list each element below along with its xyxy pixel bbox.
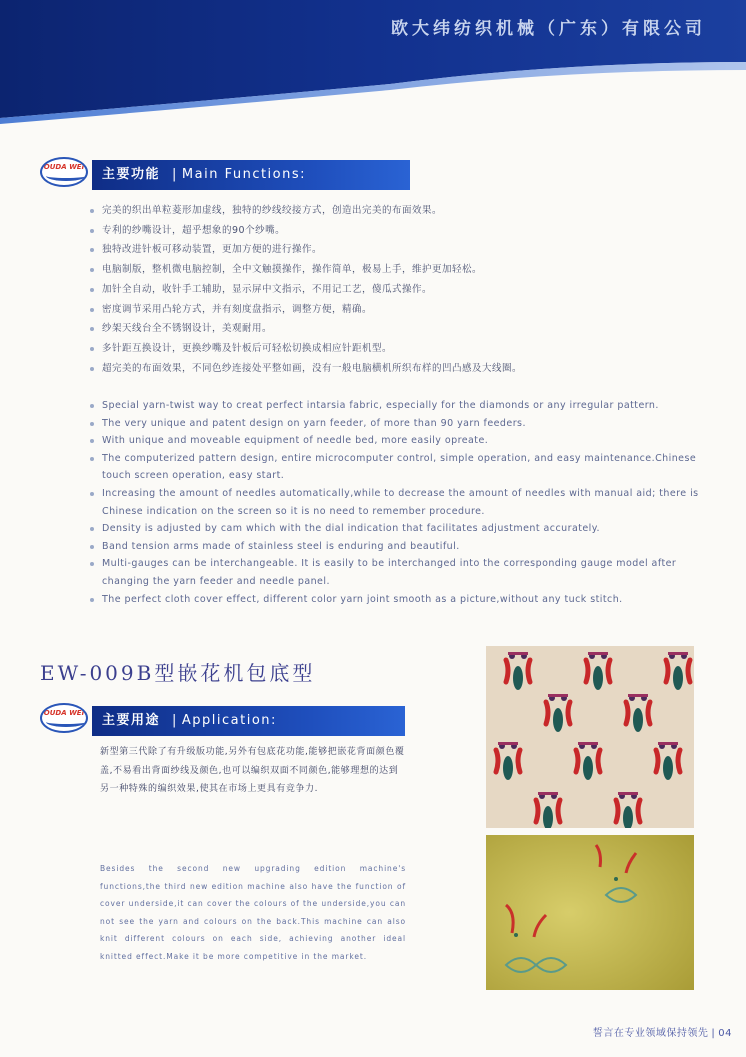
list-item: 完美的织出单粒菱形加虚线，独特的纱线绞接方式，创造出完美的布面效果。	[88, 201, 688, 221]
list-item: 独特改进针板可移动装置，更加方便的进行操作。	[88, 240, 688, 260]
main-functions-list-cn	[88, 201, 688, 378]
list-item: 超完美的布面效果，不同色纱连接处平整如画，没有一般电脑横机所织布样的凹凸感及大线圈。	[88, 359, 688, 379]
list-item: 加针全自动，收针手工辅助，显示屏中文指示，不用记工艺，傻瓜式操作。	[88, 280, 688, 300]
fabric-sample-back-image	[486, 835, 694, 990]
fabric-sample-front-image	[486, 646, 694, 828]
main-functions-title-en: Main Functions:	[181, 167, 307, 182]
brand-logo	[40, 157, 88, 187]
model-title: EW-009B型嵌花机包底型	[40, 661, 316, 685]
list-item: The perfect cloth cover effect, different color yarn joint smooth as a picture,without any tuck stitch.	[88, 591, 708, 609]
main-functions-list-en	[88, 397, 708, 608]
main-functions-heading	[40, 160, 410, 190]
main-functions-title-bar	[92, 160, 410, 190]
application-title-en: Application:	[181, 713, 277, 728]
list-item: The very unique and patent design on yarn feeder, of more than 90 yarn feeders.	[88, 415, 708, 433]
application-text-cn: 新型第三代除了有升级版功能,另外有包底花功能,能够把嵌花背面颜色覆盖,不易看出背面纱线及颜色,也可以编织双面不同颜色,能够理想的达到另一种特殊的编织效果,使其在市场上更具有竞争力.	[100, 747, 405, 794]
footer-slogan	[593, 1024, 732, 1039]
brand-logo	[40, 703, 88, 733]
logo-text: OUDA WEI	[43, 163, 85, 171]
logo-swoosh	[46, 171, 86, 181]
list-item: With unique and moveable equipment of needle bed, more easily opreate.	[88, 432, 708, 450]
slogan-text: 誓言在专业领域保持领先	[592, 1028, 709, 1039]
main-functions-title-cn: 主要功能	[102, 167, 161, 182]
list-item: 纱架天线台全不锈钢设计，美观耐用。	[88, 319, 688, 339]
list-item: Band tension arms made of stainless steel is enduring and beautiful.	[88, 538, 708, 556]
list-item: Special yarn-twist way to creat perfect intarsia fabric, especially for the diamonds or any irregular pattern.	[88, 397, 708, 415]
company-name: 欧大纬纺织机械（广东）有限公司	[391, 19, 706, 39]
list-item: The computerized pattern design, entire microcomputer control, simple operation, and easy maintenance.Chinese touch screen operation, easy start.	[88, 450, 708, 485]
list-item: Increasing the amount of needles automatically,while to decrease the amount of needles with manual aid; there is Chinese indication on the screen so it is no need to remember procedure.	[88, 485, 708, 520]
logo-swoosh	[46, 717, 86, 727]
page-separator: |	[711, 1028, 716, 1039]
list-item: 密度调节采用凸轮方式，并有刻度盘指示，调整方便，精确。	[88, 300, 688, 320]
logo-text: OUDA WEI	[43, 709, 85, 717]
application-text-en: Besides the second new upgrading edition machine's functions,the third new edition machine also have the function of cover underside,it can cover the colours of the underside,you can not see the yarn and colours on the back.This machine can also knit different colours on each side, achieving another ideal knitted effect.Make it be more competitive in the market.	[100, 864, 406, 961]
title-separator: |	[172, 167, 178, 182]
list-item: Multi-gauges can be interchangeable. It is easily to be interchanged into the corresponding gauge model after changing the yarn feeder and needle panel.	[88, 555, 708, 590]
list-item: 专利的纱嘴设计，超乎想象的90个纱嘴。	[88, 221, 688, 241]
title-separator: |	[172, 713, 178, 728]
application-heading	[40, 706, 405, 736]
list-item: Density is adjusted by cam which with the dial indication that facilitates adjustment accurately.	[88, 520, 708, 538]
application-title-cn: 主要用途	[102, 713, 161, 728]
list-item: 电脑制版，整机微电脑控制，全中文触摸操作，操作简单，极易上手，维护更加轻松。	[88, 260, 688, 280]
list-item: 多针距互换设计，更换纱嘴及针板后可轻松切换成相应针距机型。	[88, 339, 688, 359]
application-title-bar	[92, 706, 405, 736]
page-number: 04	[718, 1028, 732, 1039]
